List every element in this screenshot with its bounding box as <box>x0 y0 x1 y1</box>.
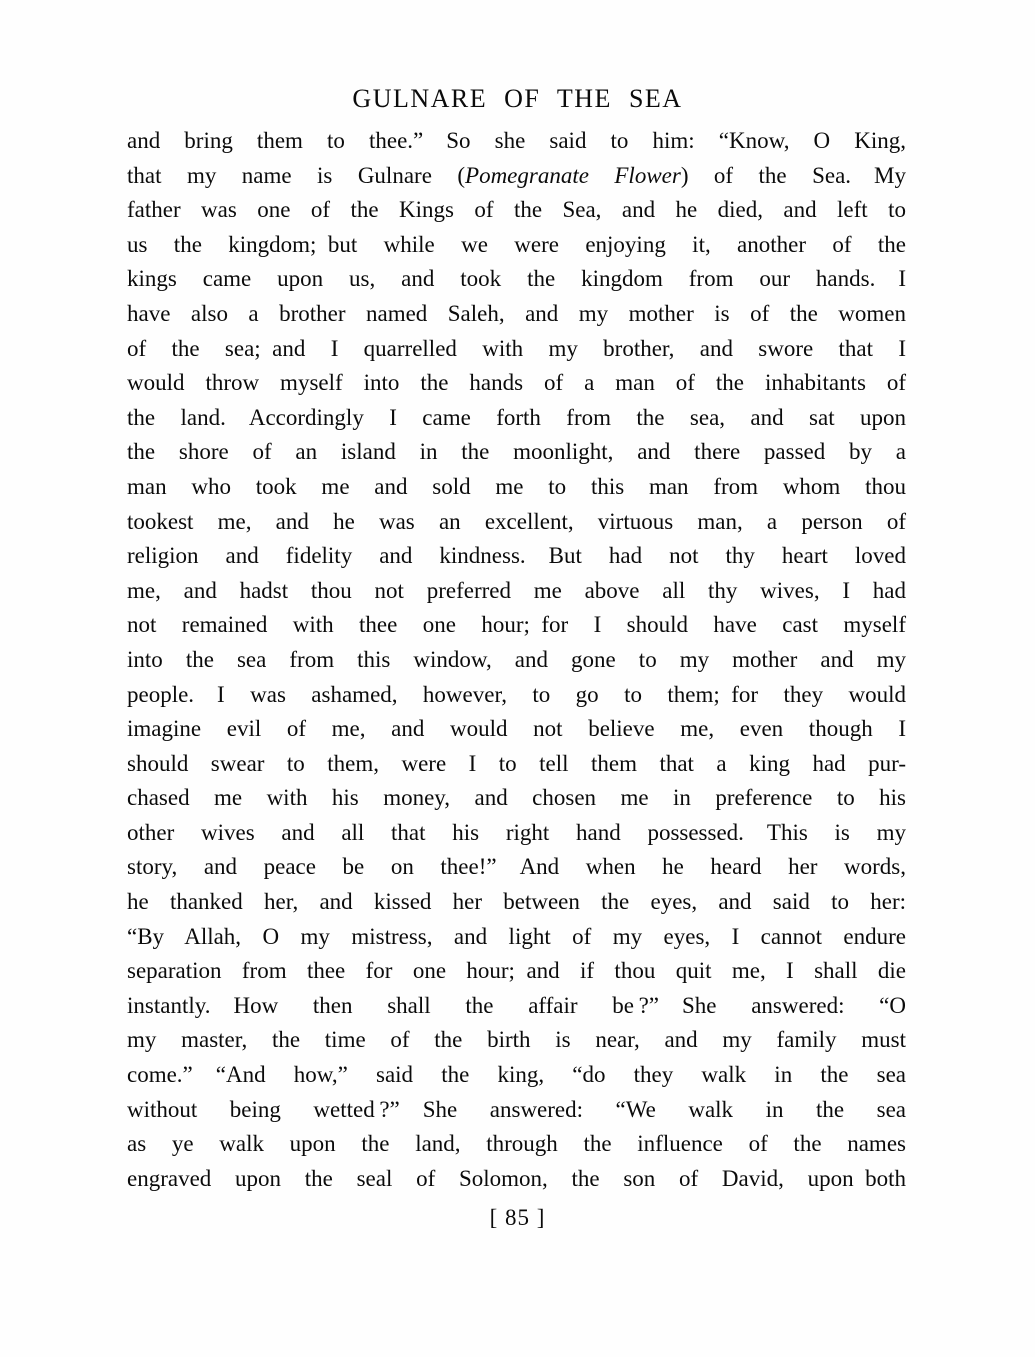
text-line: not remained with thee one hour; for I should have cast myself <box>127 612 906 638</box>
text-line: us the kingdom; but while we were enjoying it, another of the <box>127 231 906 257</box>
text-line: other wives and all that his right hand possessed. This is my <box>127 819 906 845</box>
text-line: tookest me, and he was an excellent, virtuous man, a person of <box>127 508 906 534</box>
text-line: have also a brother named Saleh, and my mother is of the women <box>127 300 906 326</box>
text-line: should swear to them, were I to tell them that a king had pur- <box>127 750 906 776</box>
text-line: the shore of an island in the moonlight, and there passed by a <box>127 439 906 465</box>
text-line: imagine evil of me, and would not believe me, even though I <box>127 716 906 742</box>
text-line: engraved upon the seal of Solomon, the son of David, upon both <box>127 1165 906 1191</box>
text-line: into the sea from this window, and gone to my mother and my <box>127 646 906 672</box>
text-line: separation from thee for one hour; and if thou quit me, I shall die <box>127 958 906 984</box>
text-line: story, and peace be on thee!” And when he heard her words, <box>127 854 906 880</box>
text-line: would throw myself into the hands of a man of the inhabitants of <box>127 370 906 396</box>
text-line: religion and fidelity and kindness. But had not thy heart loved <box>127 543 906 569</box>
text-line: the land. Accordingly I came forth from the sea, and sat upon <box>127 404 906 430</box>
text-line: without being wetted ?” She answered: “We walk in the sea <box>127 1096 906 1122</box>
text-line: come.” “And how,” said the king, “do they walk in the sea <box>127 1062 906 1088</box>
page-number: [ 85 ] <box>489 1205 546 1230</box>
text-line: kings came upon us, and took the kingdom from our hands. I <box>127 266 906 292</box>
text-line: father was one of the Kings of the Sea, and he died, and left to <box>127 197 906 223</box>
text-line: my master, the time of the birth is near, and my family must <box>127 1027 906 1053</box>
text-line: instantly. How then shall the affair be ?” She answered: “O <box>127 992 906 1018</box>
text-line: of the sea; and I quarrelled with my brother, and swore that I <box>127 335 906 361</box>
text-line: me, and hadst thou not preferred me above all thy wives, I had <box>127 577 906 603</box>
text-line: man who took me and sold me to this man from whom thou <box>127 473 906 499</box>
text-line: people. I was ashamed, however, to go to them; for they would <box>127 681 906 707</box>
text-line: chased me with his money, and chosen me in preference to his <box>127 785 906 811</box>
text-line: as ye walk upon the land, through the influence of the names <box>127 1131 906 1157</box>
text-line: “By Allah, O my mistress, and light of my eyes, I cannot endure <box>127 923 906 949</box>
page-title: GULNARE OF THE SEA <box>352 84 683 113</box>
text-line: he thanked her, and kissed her between the eyes, and said to her: <box>127 889 906 915</box>
body-text <box>127 124 906 1196</box>
text-line: and bring them to thee.” So she said to him: “Know, O King, <box>127 128 906 153</box>
text-line: that my name is Gulnare (Pomegranate Flower) of the Sea. My <box>127 162 907 188</box>
